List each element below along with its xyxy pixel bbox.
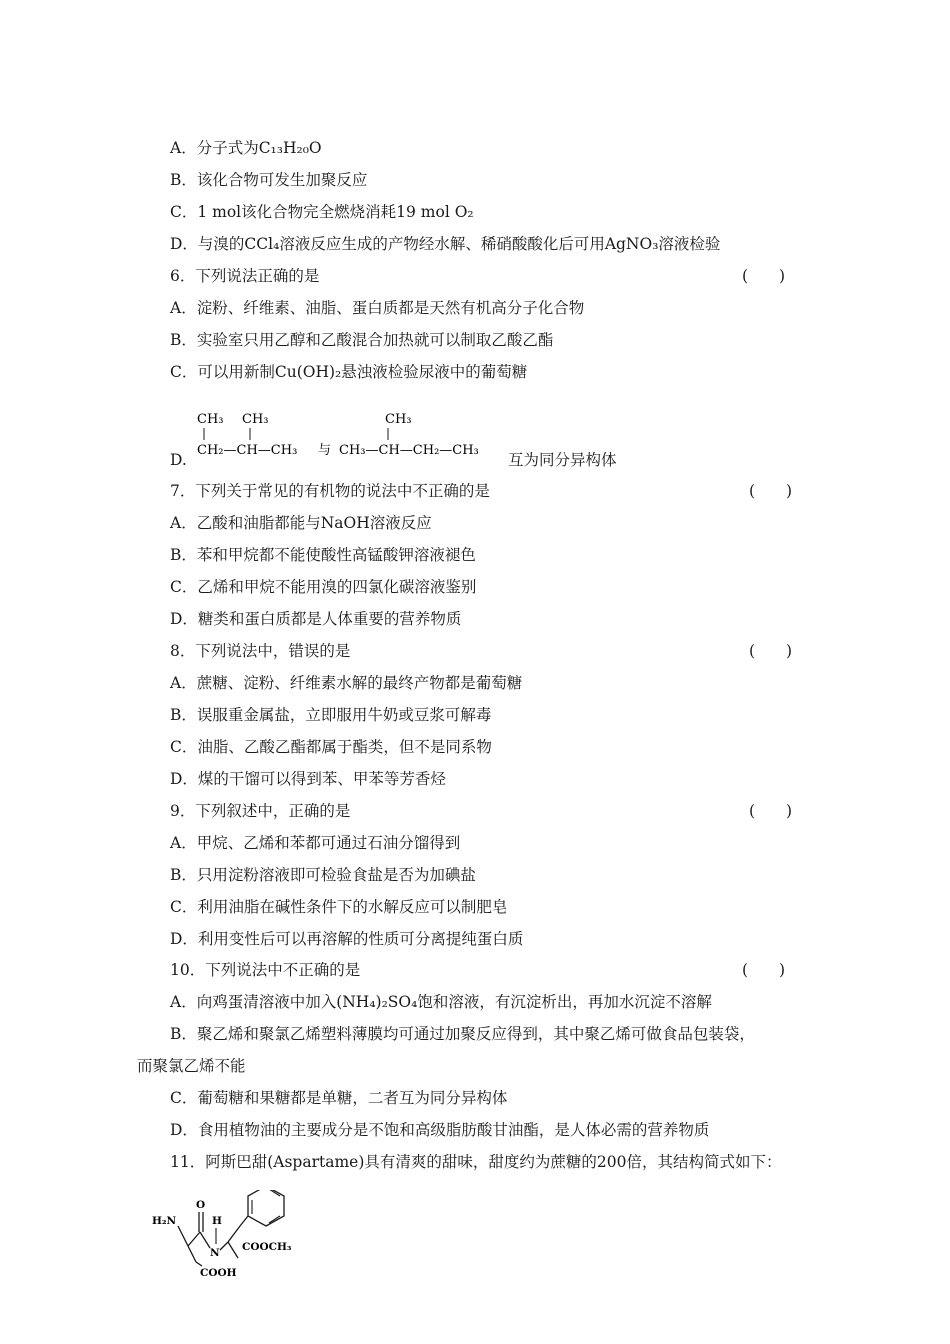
q9-answer-bracket: ( ) — [749, 802, 793, 820]
q6-option-b: B．实验室只用乙醇和乙酸混合加热就可以制取乙酸乙酯 — [170, 331, 554, 349]
bond-line — [220, 1242, 228, 1250]
amide-h-label: H — [212, 1215, 222, 1227]
q5-option-b: B．该化合物可发生加聚反应 — [170, 171, 368, 189]
q10-option-b-line1: B．聚乙烯和聚氯乙烯塑料薄膜均可通过加聚反应得到，其中聚乙烯可做食品包装袋， — [170, 1025, 755, 1043]
q9-option-a: A．甲烷、乙烯和苯都可通过石油分馏得到 — [170, 834, 461, 852]
ester-group-label: COOCH₃ — [242, 1241, 292, 1253]
q10-answer-bracket: ( ) — [742, 961, 786, 979]
q7-option-d: D．糖类和蛋白质都是人体重要的营养物质 — [170, 610, 462, 628]
q5-option-a: A．分子式为C₁₃H₂₀O — [170, 139, 322, 157]
q9-option-b: B．只用淀粉溶液即可检验食盐是否为加碘盐 — [170, 866, 476, 884]
formula-right-branch: CH₃ — [385, 412, 412, 427]
q9-option-c: C．利用油脂在碱性条件下的水解反应可以制肥皂 — [170, 898, 508, 916]
acid-group-label: COOH — [200, 1267, 237, 1279]
amide-n-label: N — [210, 1247, 220, 1259]
q8-stem: 8．下列说法中，错误的是 — [170, 642, 351, 660]
bond-line — [228, 1242, 238, 1258]
bond-line — [240, 1216, 248, 1226]
q7-option-a: A．乙酸和油脂都能与NaOH溶液反应 — [170, 514, 432, 532]
q6-option-a: A．淀粉、纤维素、油脂、蛋白质都是天然有机高分子化合物 — [170, 299, 585, 317]
q7-option-c: C．乙烯和甲烷不能用溴的四氯化碳溶液鉴别 — [170, 578, 477, 596]
formula-left-main-chain: CH₂—CH—CH₃ — [197, 443, 298, 458]
q6-answer-bracket: ( ) — [742, 267, 786, 285]
q6-structural-formula — [192, 404, 512, 468]
isomer-formula-figure — [192, 404, 512, 464]
q8-option-a: A．蔗糖、淀粉、纤维素水解的最终产物都是葡萄糖 — [170, 674, 523, 692]
aspartame-structure — [148, 1190, 328, 1294]
formula-left-branch-2: CH₃ — [242, 412, 269, 427]
q8-option-c: C．油脂、乙酸乙酯都属于酯类，但不是同系物 — [170, 738, 492, 756]
q5-option-d: D．与溴的CCl₄溶液反应生成的产物经水解、稀硝酸酸化后可用AgNO₃溶液检验 — [170, 235, 721, 253]
q10-option-b-line2: 而聚氯乙烯不能 — [137, 1057, 246, 1075]
formula-left-branch-1: CH₃ — [197, 412, 224, 427]
q8-option-d: D．煤的干馏可以得到苯、甲苯等芳香烃 — [170, 770, 446, 788]
q8-answer-bracket: ( ) — [749, 642, 793, 660]
q6-option-d-label: D. — [170, 451, 187, 469]
bond-line — [188, 1246, 196, 1262]
q10-stem: 10．下列说法中不正确的是 — [170, 961, 361, 979]
bond-line — [200, 1232, 210, 1248]
formula-right-main-chain: CH₃—CH—CH₂—CH₃ — [339, 443, 479, 458]
amine-group-label: H₂N — [152, 1215, 177, 1227]
formula-connector: 与 — [318, 443, 332, 458]
bond-line — [178, 1226, 188, 1246]
q11-stem: 11．阿斯巴甜(Aspartame)具有清爽的甜味，甜度约为蔗糖的200倍，其结构简式如下： — [170, 1153, 782, 1171]
q7-stem: 7．下列关于常见的有机物的说法中不正确的是 — [170, 482, 490, 500]
q6-option-d-tail: 互为同分异构体 — [508, 451, 617, 469]
q9-option-d: D．利用变性后可以再溶解的性质可分离提纯蛋白质 — [170, 930, 524, 948]
q6-stem: 6．下列说法正确的是 — [170, 267, 320, 285]
q7-answer-bracket: ( ) — [749, 482, 793, 500]
bond-line — [196, 1262, 202, 1266]
q8-option-b: B．误服重金属盐，立即服用牛奶或豆浆可解毒 — [170, 706, 492, 724]
q10-option-a: A．向鸡蛋清溶液中加入(NH₄)₂SO₄饱和溶液，有沉淀析出，再加水沉淀不溶解 — [170, 993, 712, 1011]
aspartame-structure-figure — [148, 1190, 328, 1290]
q10-option-c: C．葡萄糖和果糖都是单糖，二者互为同分异构体 — [170, 1089, 508, 1107]
q10-option-d: D．食用植物油的主要成分是不饱和高级脂肪酸甘油酯，是人体必需的营养物质 — [170, 1121, 710, 1139]
carbonyl-o-label: O — [196, 1199, 206, 1211]
q9-stem: 9．下列叙述中，正确的是 — [170, 802, 351, 820]
q7-option-b: B．苯和甲烷都不能使酸性高锰酸钾溶液褪色 — [170, 546, 476, 564]
bond-line — [228, 1226, 240, 1242]
q5-option-c: C．1 mol该化合物完全燃烧消耗19 mol O₂ — [170, 203, 474, 221]
bond-line — [188, 1232, 200, 1246]
q6-option-c: C．可以用新制Cu(OH)₂悬浊液检验尿液中的葡萄糖 — [170, 363, 528, 381]
